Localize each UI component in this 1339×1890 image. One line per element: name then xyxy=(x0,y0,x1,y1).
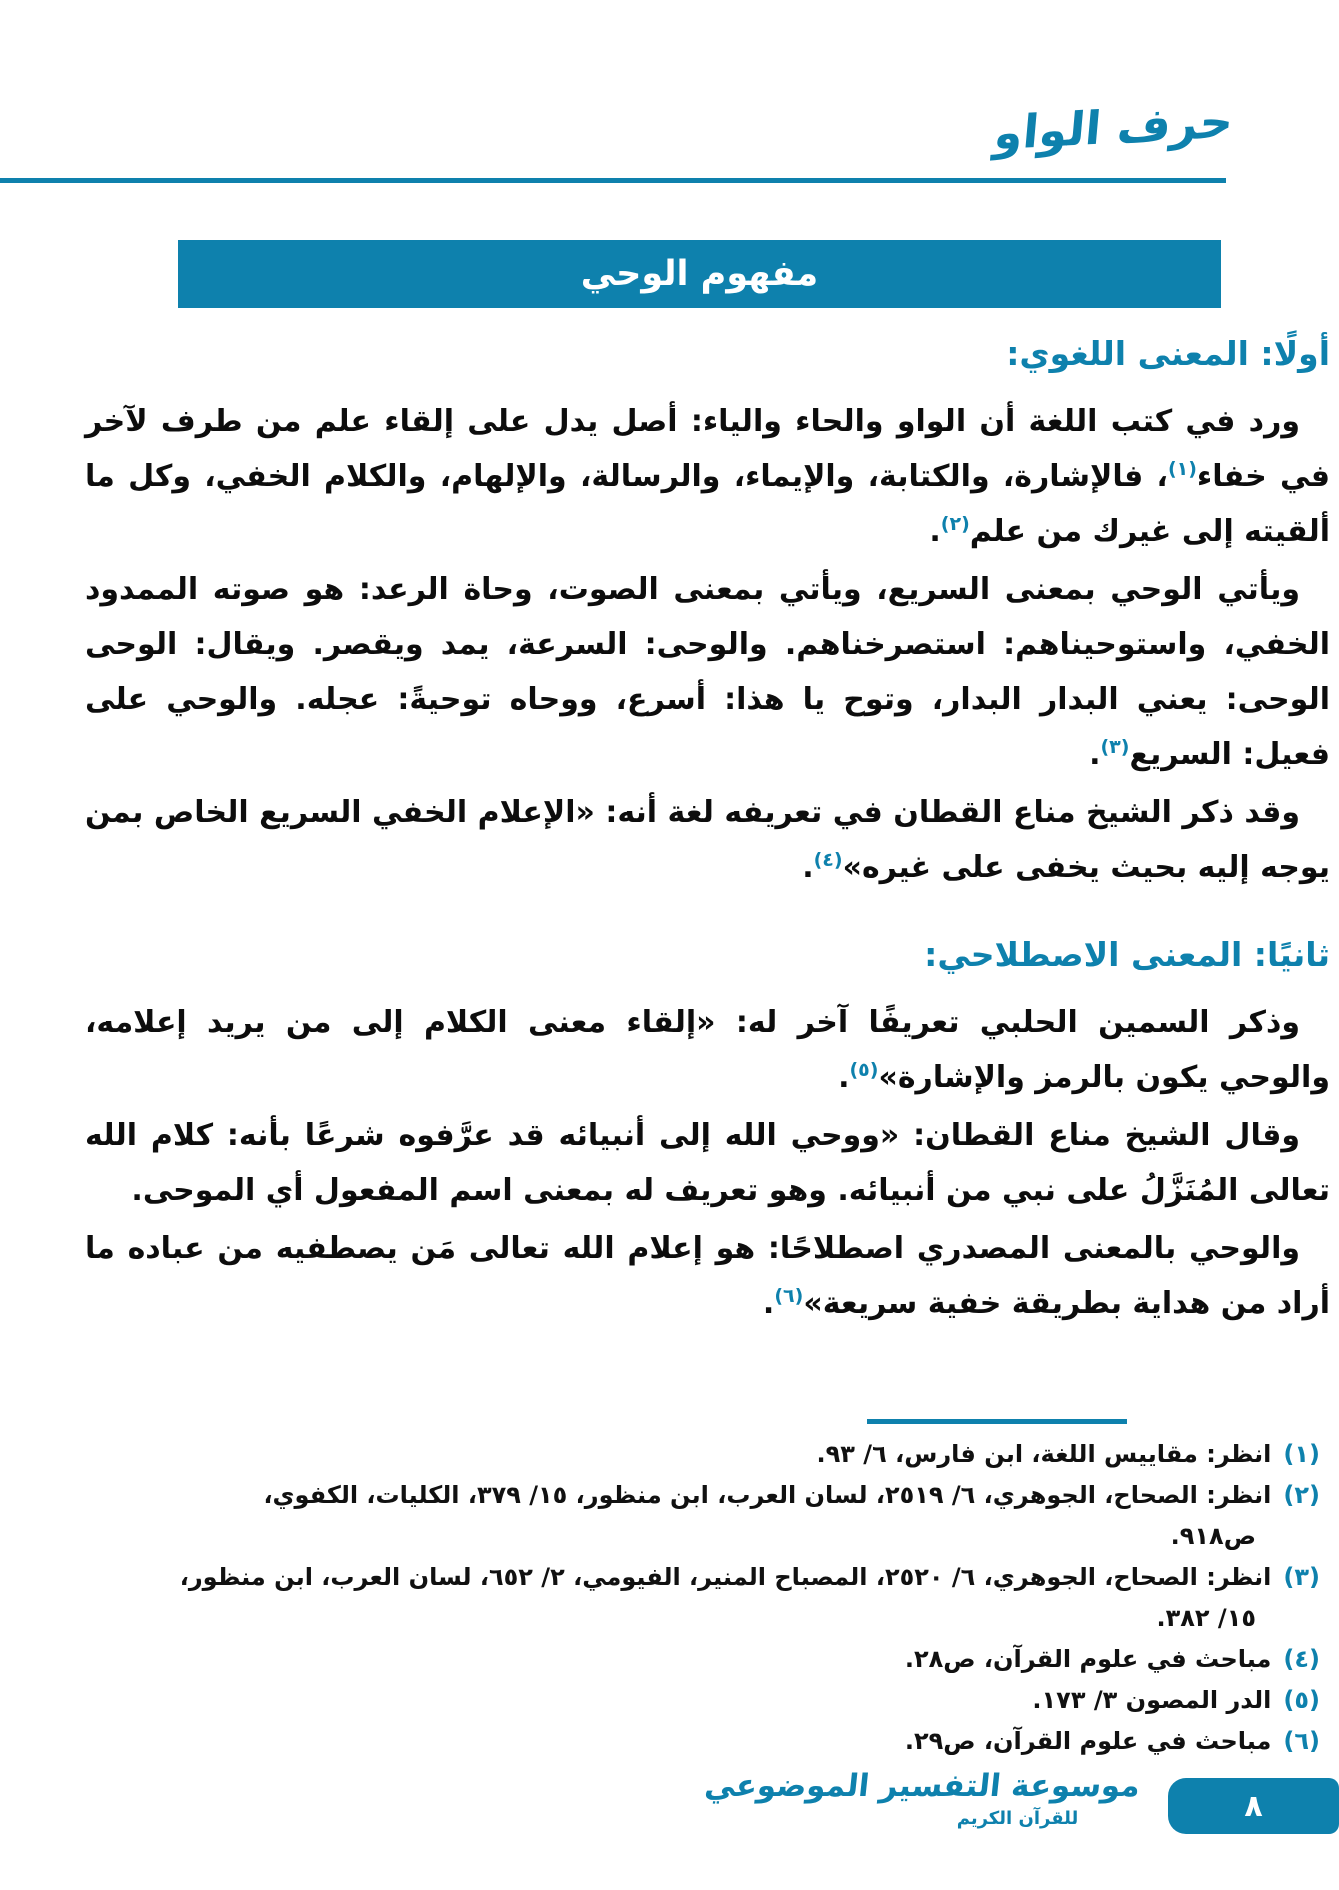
footnotes-block xyxy=(85,1434,1320,1762)
section-heading: ثانيًا: المعنى الاصطلاحي: xyxy=(924,935,1330,974)
footnote-ref: (٣) xyxy=(1100,736,1130,758)
footnote-line xyxy=(85,1639,1320,1680)
paragraph xyxy=(85,1221,1330,1331)
paragraph-text: ويأتي الوحي بمعنى السريع، ويأتي بمعنى الصوت، وحاة الرعد: هو صوته الممدود الخفي، واستوحيناهم: استصرخناهم. والوحى: السرعة، يمد ويقصر. ويقال: الوحى الوحى: يعني البدار البدار، وتوح يا هذا: أسرع، ووحاه توحيةً: عجله. والوحي على فعيل: السريع xyxy=(85,572,1330,772)
footnote-ref: (٤) xyxy=(813,849,843,871)
paragraph-text: . xyxy=(762,1286,775,1321)
footnote-marker: (٣) xyxy=(1283,1563,1320,1591)
footnote-text: انظر: مقاييس اللغة، ابن فارس، ٦/ ٩٣. xyxy=(816,1440,1272,1468)
page-number-badge xyxy=(1168,1778,1339,1834)
paragraph-text: . xyxy=(838,1060,850,1095)
section-heading: أولًا: المعنى اللغوي: xyxy=(1006,334,1330,373)
page-title: مفهوم الوحي xyxy=(580,254,819,294)
paragraph xyxy=(85,394,1330,559)
section-linguistic-meaning xyxy=(85,322,1330,895)
footnote-ref: (٦) xyxy=(774,1285,804,1307)
section-terminological-meaning xyxy=(85,923,1330,1331)
footnote-item xyxy=(85,1721,1320,1762)
footnote-line xyxy=(85,1475,1320,1516)
paragraph-text: وقد ذكر الشيخ مناع القطان في تعريفه لغة أنه: «الإعلام الخفي السريع الخاص بمن يوجه إليه بحيث يخفى على غيره» xyxy=(85,795,1330,885)
paragraph-text: . xyxy=(802,850,814,885)
paragraph-text: والوحي بالمعنى المصدري اصطلاحًا: هو إعلام الله تعالى مَن يصطفيه من عباده ما أراد من هداية بطريقة خفية سريعة» xyxy=(85,1231,1330,1321)
section-paragraphs xyxy=(85,995,1330,1331)
publisher-logo xyxy=(702,1766,1142,1832)
paragraph-text: ورد في كتب اللغة أن الواو والحاء والياء: أصل يدل على إلقاء علم من طرف لآخر في خفاء xyxy=(85,404,1330,494)
paragraph-text: وذكر السمين الحلبي تعريفًا آخر له: «إلقاء معنى الكلام إلى من يريد إعلامه، والوحي يكون بالرمز والإشارة» xyxy=(85,1005,1330,1095)
footnote-item xyxy=(85,1475,1320,1557)
footnote-ref: (٥) xyxy=(849,1059,879,1081)
footnote-marker: (٦) xyxy=(1283,1727,1320,1755)
page-number: ٨ xyxy=(1244,1788,1263,1824)
footnote-line xyxy=(85,1434,1320,1475)
footnote-text: مباحث في علوم القرآن، ص٢٩. xyxy=(904,1727,1272,1755)
footnote-line xyxy=(85,1557,1320,1598)
paragraph xyxy=(85,785,1330,895)
footnote-marker: (٥) xyxy=(1283,1686,1320,1714)
chapter-calligraphy: حرف الواو xyxy=(991,93,1236,161)
footnote-marker: (٤) xyxy=(1283,1645,1320,1673)
paragraph-text: . xyxy=(1089,737,1101,772)
footnote-item xyxy=(85,1680,1320,1721)
footnote-text: انظر: الصحاح، الجوهري، ٦/ ٢٥٢٠، المصباح المنير، الفيومي، ٢/ ٦٥٢، لسان العرب، ابن منظور، xyxy=(179,1563,1272,1591)
paragraph xyxy=(85,562,1330,782)
footnote-item xyxy=(85,1557,1320,1639)
body-content xyxy=(85,322,1330,1334)
footnote-marker: (١) xyxy=(1283,1440,1320,1468)
paragraph xyxy=(85,995,1330,1105)
title-banner xyxy=(178,240,1221,308)
publisher-logo-subtitle: للقرآن الكريم xyxy=(956,1808,1079,1829)
paragraph-text: . xyxy=(929,514,941,549)
footnote-ref: (١) xyxy=(1167,458,1197,480)
paragraph-text: ، فالإشارة، والكتابة، والإيماء، والرسالة، والإلهام، والكلام الخفي، وكل ما ألقيته إلى غيرك من علم xyxy=(85,459,1330,549)
footnote-item xyxy=(85,1639,1320,1680)
header-divider xyxy=(0,178,1226,183)
section-paragraphs xyxy=(85,394,1330,895)
footnote-marker: (٢) xyxy=(1283,1481,1320,1509)
paragraph-text: وقال الشيخ مناع القطان: «ووحي الله إلى أنبيائه قد عرَّفوه شرعًا بأنه: كلام الله تعالى المُنَزَّلُ على نبي من أنبيائه. وهو تعريف له بمعنى اسم المفعول أي الموحى. xyxy=(85,1118,1330,1208)
footnote-text: مباحث في علوم القرآن، ص٢٨. xyxy=(904,1645,1272,1673)
publisher-logo-title: موسوعة التفسير الموضوعي xyxy=(702,1768,1142,1804)
footnote-item xyxy=(85,1434,1320,1475)
footnote-text: الدر المصون ٣/ ١٧٣. xyxy=(1032,1686,1272,1714)
footnote-line xyxy=(85,1680,1320,1721)
footnote-line: ١٥/ ٣٨٢. xyxy=(1156,1604,1256,1632)
footnote-line xyxy=(85,1721,1320,1762)
footnote-ref: (٢) xyxy=(940,513,970,535)
paragraph xyxy=(85,1108,1330,1218)
footnote-text: انظر: الصحاح، الجوهري، ٦/ ٢٥١٩، لسان العرب، ابن منظور، ١٥/ ٣٧٩، الكليات، الكفوي، xyxy=(263,1481,1272,1509)
footnote-line: ص٩١٨. xyxy=(1170,1522,1256,1550)
footnotes-divider xyxy=(867,1419,1127,1424)
